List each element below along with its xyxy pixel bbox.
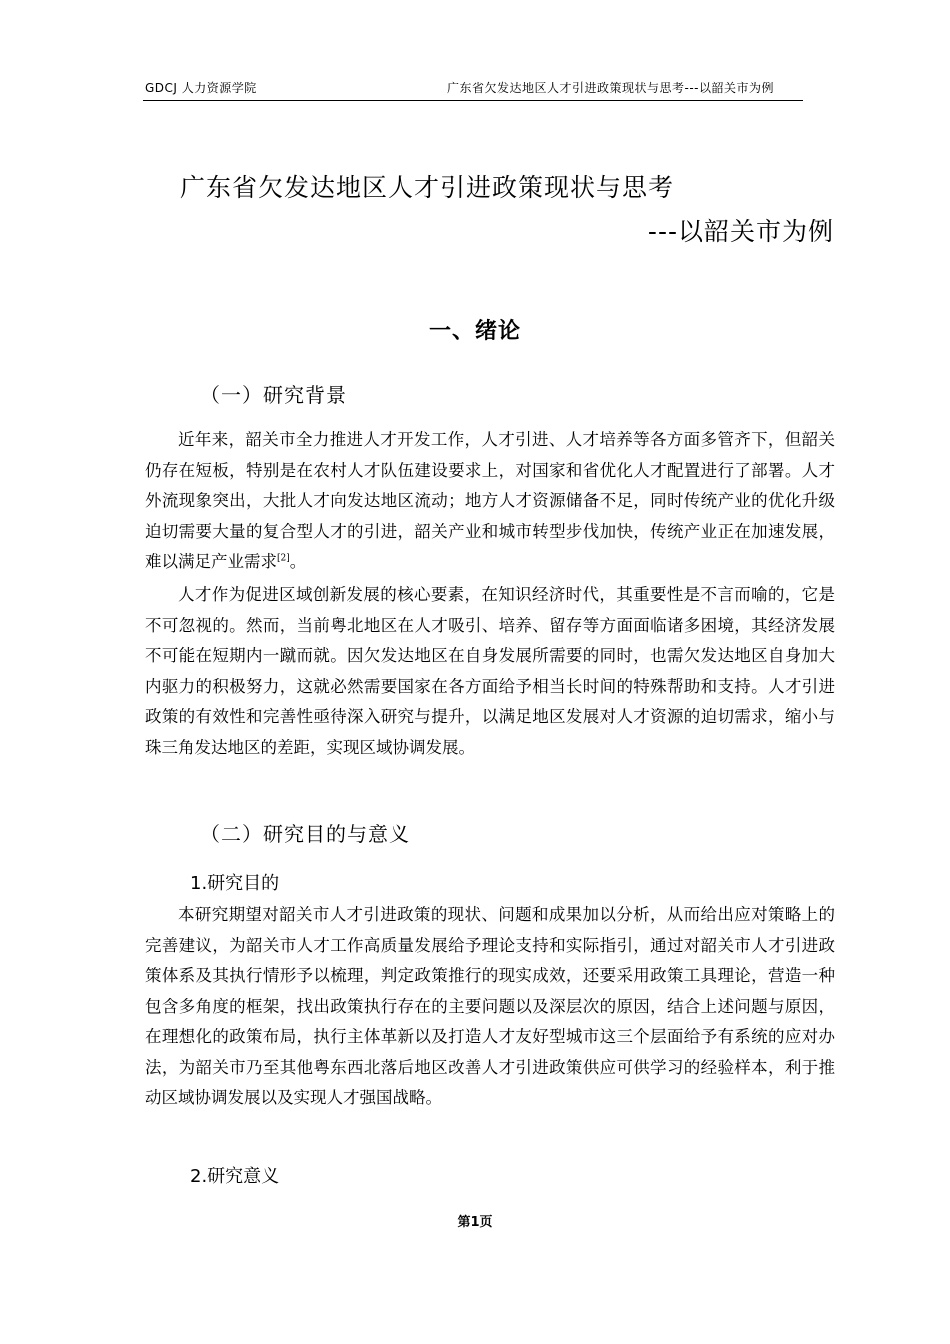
citation-reference: [2] xyxy=(277,553,290,564)
paper-subtitle: ---以韶关市为例 xyxy=(647,217,834,246)
paragraph-text: 近年来，韶关市全力推进人才开发工作，人才引进、人才培养等各方面多管齐下，但韶关仍存在短板，特别是在农村人才队伍建设要求上，对国家和省优化人才配置进行了部署。人才外流现象突出，大批人才向发达地区流动；地方人才资源储备不足，同时传统产业的优化升级迫切需要大量的复合型人才的引进，韶关产业和城市转型步伐加快，传统产业正在加速发展，难以满足产业需求 xyxy=(145,430,835,571)
paper-title: 广东省欠发达地区人才引进政策现状与思考 xyxy=(180,173,675,202)
paragraph-background-1 xyxy=(145,425,835,578)
section-heading-purpose: （二）研究目的与意义 xyxy=(200,822,410,846)
paragraph-background-2: 人才作为促进区域创新发展的核心要素，在知识经济时代，其重要性是不言而喻的，它是不可忽视的。然而，当前粤北地区在人才吸引、培养、留存等方面面临诸多困境，其经济发展不可能在短期内一蹴而就。因欠发达地区在自身发展所需要的同时，也需欠发达地区自身加大内驱力的积极努力，这就必然需要国家在各方面给予相当长时间的特殊帮助和支持。人才引进政策的有效性和完善性亟待深入研究与提升，以满足地区发展对人才资源的迫切需求，缩小与珠三角发达地区的差距，实现区域协调发展。 xyxy=(145,585,835,757)
subsection-heading-significance: 2.研究意义 xyxy=(190,1166,280,1187)
header-divider xyxy=(143,100,803,101)
page-number: 第1页 xyxy=(457,1215,493,1230)
subsection-heading-purpose: 1.研究目的 xyxy=(190,873,280,894)
running-header-left: GDCJ 人力资源学院 xyxy=(145,81,257,95)
section-heading-background: （一）研究背景 xyxy=(200,383,347,407)
paragraph-purpose: 本研究期望对韶关市人才引进政策的现状、问题和成果加以分析，从而给出应对策略上的完善建议，为韶关市人才工作高质量发展给予理论支持和实际指引，通过对韶关市人才引进政策体系及其执行情形予以梳理，判定政策推行的现实成效，还要采用政策工具理论，营造一种包含多角度的框架，找出政策执行存在的主要问题以及深层次的原因，结合上述问题与原因，在理想化的政策布局，执行主体革新以及打造人才友好型城市这三个层面给予有系统的应对办法，为韶关市乃至其他粤东西北落后地区改善人才引进政策供应可供学习的经验样本，利于推动区域协调发展以及实现人才强国战略。 xyxy=(145,905,835,1107)
chapter-heading: 一、绪论 xyxy=(428,319,521,344)
running-header-right: 广东省欠发达地区人才引进政策现状与思考---以韶关市为例 xyxy=(447,81,774,95)
paragraph-end: 。 xyxy=(289,552,307,571)
